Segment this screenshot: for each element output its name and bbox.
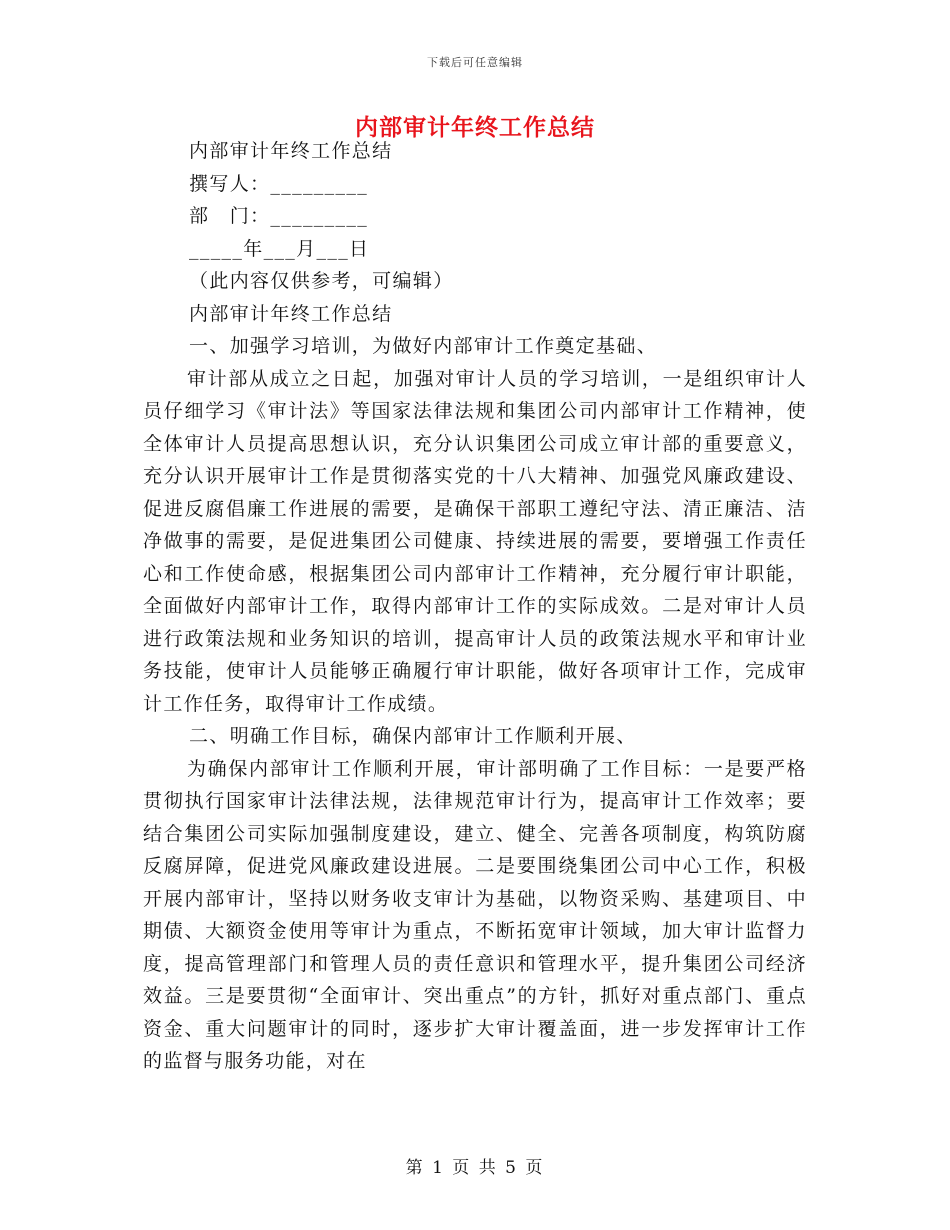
paragraph-one: 审计部从成立之日起，加强对审计人员的学习培训，一是组织审计人员仔细学习《审计法》等国家法律法规和集团公司内部审计工作精神，使全体审计人员提高思想认识，充分认识集团公司成立审计部的重要意义，充分认识开展审计工作是贯彻落实党的十八大精神、加强党风廉政建设、促进反腐倡廉工作进展的需要，是确保干部职工遵纪守法、清正廉洁、洁净做事的需要，是促进集团公司健康、持续进展的需要，要增强工作责任心和工作使命感，根据集团公司内部审计工作精神，充分履行审计职能，全面做好内部审计工作，取得内部审计工作的实际成效。二是对审计人员进行政策法规和业务知识的培训，提高审计人员的政策法规水平和审计业务技能，使审计人员能够正确履行审计职能，做好各项审计工作，完成审计工作任务，取得审计工作成绩。 [143,367,807,715]
document-title: 内部审计年终工作总结 [355,115,595,141]
heading-one: 一、加强学习培训，为做好内部审计工作奠定基础、 [189,335,658,357]
reference-note: （此内容仅供参考，可编辑） [189,270,454,292]
page-footer: 第 1 页 共 5 页 [405,1158,545,1178]
date-line: _____年___月___日 [189,237,370,260]
heading-two: 二、明确工作目标，确保内部审计工作顺利开展、 [189,725,637,747]
paragraph-two: 为确保内部审计工作顺利开展，审计部明确了工作目标：一是要严格贯彻执行国家审计法律法规，法律规范审计行为，提高审计工作效率；要结合集团公司实际加强制度建设，建立、健全、完善各项制度，构筑防腐反腐屏障，促进党风廉政建设进展。二是要围绕集团公司中心工作，积极开展内部审计，坚持以财务收支审计为基础，以物资采购、基建项目、中期债、大额资金使用等审计为重点，不断拓宽审计领域，加大审计监督力度，提高管理部门和管理人员的责任意识和管理水平，提升集团公司经济效益。三是要贯彻“全面审计、突出重点”的方针，抓好对重点部门、重点资金、重大问题审计的同时，逐步扩大审计覆盖面，进一步发挥审计工作的监督与服务功能，对在 [143,757,807,1072]
subtitle-line: 内部审计年终工作总结 [189,140,393,162]
author-line: 撰写人：_________ [189,172,369,195]
department-line: 部 门：_________ [189,205,369,227]
section-title: 内部审计年终工作总结 [189,302,393,325]
page-header: 下载后可任意编辑 [427,56,523,69]
document-body [143,135,807,1078]
